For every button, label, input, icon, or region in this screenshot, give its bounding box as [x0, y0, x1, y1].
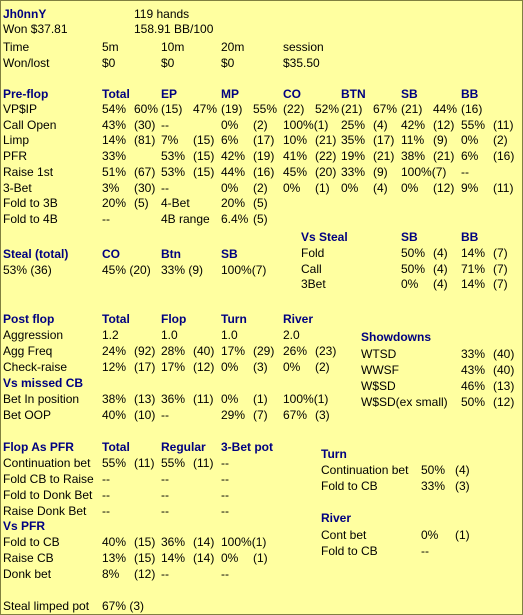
- vs-steal-cell: (7): [493, 246, 508, 260]
- vs-steal-row-label: Fold: [301, 246, 325, 260]
- bb-per-100: 158.91 BB/100: [134, 22, 214, 36]
- turn-heading: Turn: [321, 447, 347, 461]
- vs-pfr-cell: (15): [134, 551, 156, 565]
- postflop-cell: 28%: [161, 344, 186, 358]
- postflop-row-label: Aggression: [3, 328, 64, 342]
- showdown-value: 33%: [461, 347, 486, 361]
- steal-limped-value: 67% (3): [102, 599, 145, 613]
- vs-missed-cell: 36%: [161, 392, 186, 406]
- preflop-cell: 0%: [461, 133, 479, 148]
- preflop-cell: 0%: [221, 117, 239, 132]
- showdown-row-label: WTSD: [361, 347, 397, 361]
- preflop-col-ep: EP: [161, 87, 178, 101]
- flop-pfr-cell: --: [221, 488, 229, 502]
- vs-pfr-row-label: Fold to CB: [3, 535, 60, 549]
- hands-count: 119 hands: [134, 7, 190, 21]
- preflop-cell: 4-Bet: [161, 196, 190, 211]
- preflop-cell: (16): [493, 149, 515, 164]
- flop-pfr-cell: --: [161, 504, 169, 518]
- showdown-value: 43%: [461, 363, 486, 377]
- preflop-cell: (5): [134, 196, 149, 211]
- postflop-cell: (29): [253, 344, 275, 358]
- preflop-row-label: Raise 1st: [3, 164, 54, 179]
- postflop-cell: 26%: [283, 344, 308, 358]
- steal-btn-value: 33% (9): [161, 263, 204, 277]
- preflop-cell: (81): [134, 133, 156, 148]
- flop-pfr-row-label: Fold CB to Raise: [3, 472, 94, 486]
- preflop-col-bb: BB: [461, 87, 479, 101]
- flop-pfr-cell: --: [221, 456, 229, 470]
- river-heading: River: [321, 511, 352, 525]
- vs-steal-row-label: Call: [301, 261, 322, 276]
- postflop-cell: (92): [134, 344, 156, 358]
- player-name: Jh0nnY: [3, 7, 47, 21]
- preflop-cell: 53%: [161, 164, 186, 179]
- steal-co-value: 45% (20): [102, 263, 151, 277]
- preflop-cell: (11): [493, 180, 514, 195]
- preflop-row-label: Limp: [3, 133, 30, 148]
- flop-pfr-cell: --: [221, 504, 229, 518]
- vs-missed-cell: --: [161, 408, 169, 422]
- flop-pfr-cell: (11): [193, 456, 214, 470]
- preflop-cell: (9): [433, 133, 448, 148]
- wonlost-20m: $0: [221, 56, 235, 70]
- turn-row-label: Fold to CB: [321, 479, 378, 493]
- time-col-5m: 5m: [102, 40, 119, 54]
- preflop-cell: (20): [315, 164, 337, 179]
- preflop-cell: 19%: [341, 149, 366, 164]
- preflop-cell: 3%: [102, 180, 120, 195]
- preflop-cell: 42%: [401, 117, 426, 132]
- postflop-cell: (2): [315, 360, 330, 374]
- preflop-cell: 33%: [102, 149, 127, 164]
- flop-pfr-cell: --: [221, 472, 229, 486]
- showdown-value: 50%: [461, 395, 486, 409]
- flop-pfr-cell: (11): [134, 456, 155, 470]
- preflop-cell: 55%: [253, 102, 278, 116]
- preflop-cell: 35%: [341, 133, 366, 148]
- turn-row-label: Continuation bet: [321, 463, 409, 477]
- showdown-value: 46%: [461, 379, 486, 393]
- preflop-cell: 44%: [433, 102, 458, 116]
- preflop-cell: --: [161, 117, 169, 132]
- preflop-cell: (30): [134, 117, 156, 132]
- preflop-row-label: VP$IP: [3, 102, 38, 116]
- preflop-cell: (21): [315, 133, 337, 148]
- postflop-cell: (23): [315, 344, 337, 358]
- preflop-cell: (12): [433, 180, 455, 195]
- vs-pfr-cell: 13%: [102, 551, 127, 565]
- vs-pfr-cell: 8%: [102, 567, 120, 581]
- turn-count: (4): [455, 463, 470, 477]
- vs-missed-cell: (3): [315, 408, 330, 422]
- preflop-cell: (2): [253, 117, 268, 132]
- preflop-row-label: Fold to 4B: [3, 211, 58, 226]
- preflop-cell: (15): [193, 149, 215, 164]
- preflop-cell: 20%: [102, 196, 127, 211]
- preflop-cell: 6%: [221, 133, 239, 148]
- preflop-col-total: Total: [102, 87, 130, 101]
- preflop-cell: 14%: [102, 133, 127, 148]
- preflop-cell: 6.4%: [221, 211, 249, 226]
- postflop-cell: 17%: [221, 344, 246, 358]
- wonlost-10m: $0: [161, 56, 175, 70]
- preflop-cell: (5): [253, 196, 268, 211]
- river-row-label: Cont bet: [321, 528, 367, 542]
- flop-pfr-col-regular: Regular: [161, 440, 206, 454]
- vs-missed-cell: 67%: [283, 408, 308, 422]
- vs-steal-cell: (4): [433, 246, 448, 260]
- preflop-cell: 10%: [283, 133, 308, 148]
- postflop-cell: (12): [193, 360, 215, 374]
- vs-pfr-cell: --: [221, 567, 229, 581]
- vs-missed-cell: 29%: [221, 408, 246, 422]
- vs-steal-cell: 71%: [461, 261, 486, 276]
- preflop-col-mp: MP: [221, 87, 239, 101]
- steal-limped-label: Steal limped pot: [3, 599, 90, 613]
- showdown-count: (13): [493, 379, 515, 393]
- preflop-cell: 54%: [102, 102, 127, 116]
- preflop-col-co: CO: [283, 87, 301, 101]
- river-row-label: Fold to CB: [321, 544, 378, 558]
- vs-pfr-cell: 0%: [221, 551, 239, 565]
- preflop-cell: (21): [433, 149, 455, 164]
- preflop-cell: (22): [283, 102, 305, 116]
- preflop-cell: 47%: [193, 102, 218, 116]
- vs-pfr-heading: Vs PFR: [3, 519, 46, 533]
- preflop-cell: 25%: [341, 117, 366, 132]
- preflop-cell: 0%: [221, 180, 239, 195]
- preflop-cell: 100%(7): [401, 164, 447, 179]
- flop-pfr-cell: --: [161, 472, 169, 486]
- vs-steal-cell: (4): [433, 277, 448, 291]
- preflop-cell: (19): [253, 149, 275, 164]
- wonlost-5m: $0: [102, 56, 116, 70]
- flop-pfr-cell: 55%: [102, 456, 127, 470]
- wonlost-session: $35.50: [283, 56, 320, 70]
- showdown-count: (40): [493, 347, 515, 361]
- vs-steal-cell: (7): [493, 261, 508, 276]
- time-col-10m: 10m: [161, 40, 185, 54]
- vs-pfr-cell: 36%: [161, 535, 186, 549]
- vs-missed-cell: (1): [253, 392, 268, 406]
- vs-pfr-cell: (12): [134, 567, 156, 581]
- preflop-cell: 43%: [102, 117, 127, 132]
- steal-col-co: CO: [102, 247, 120, 261]
- vs-steal-cell: 0%: [401, 277, 419, 291]
- postflop-cell: 1.0: [221, 328, 238, 342]
- showdown-count: (40): [493, 363, 515, 377]
- preflop-heading: Pre-flop: [3, 87, 49, 101]
- vs-steal-cell: 14%: [461, 246, 486, 260]
- flop-pfr-cell: 55%: [161, 456, 186, 470]
- turn-value: 50%: [421, 463, 446, 477]
- preflop-cell: 6%: [461, 149, 479, 164]
- preflop-cell: 7%: [161, 133, 179, 148]
- preflop-cell: 38%: [401, 149, 426, 164]
- wonlost-label: Won/lost: [3, 56, 50, 70]
- preflop-cell: 51%: [102, 164, 127, 179]
- vs-pfr-cell: --: [161, 567, 169, 581]
- preflop-cell: (4): [373, 117, 388, 132]
- postflop-cell: 17%: [161, 360, 186, 374]
- flop-pfr-row-label: Raise Donk Bet: [3, 504, 87, 518]
- postflop-cell: 0%: [283, 360, 301, 374]
- preflop-row-label: 3-Bet: [3, 180, 32, 195]
- steal-total-heading: Steal (total): [3, 247, 69, 261]
- river-count: (1): [455, 528, 470, 542]
- postflop-row-label: Check-raise: [3, 360, 68, 374]
- time-label: Time: [3, 40, 30, 54]
- river-value: --: [421, 544, 429, 558]
- vs-steal-cell: (4): [433, 261, 448, 276]
- preflop-cell: 44%: [221, 164, 246, 179]
- vs-pfr-cell: (15): [134, 535, 156, 549]
- flop-pfr-col-3bet: 3-Bet pot: [221, 440, 273, 454]
- preflop-row-label: PFR: [3, 149, 27, 164]
- vs-steal-cell: (7): [493, 277, 508, 291]
- steal-col-sb: SB: [221, 247, 238, 261]
- preflop-row-label: Fold to 3B: [3, 196, 58, 211]
- preflop-cell: (21): [341, 102, 363, 116]
- preflop-cell: (17): [253, 133, 275, 148]
- showdown-row-label: WWSF: [361, 363, 399, 377]
- vs-missed-row-label: Bet OOP: [3, 408, 52, 422]
- vs-steal-row-label: 3Bet: [301, 277, 326, 291]
- postflop-row-label: Agg Freq: [3, 344, 53, 358]
- flop-pfr-heading: Flop As PFR: [3, 440, 74, 454]
- vs-pfr-cell: (14): [193, 535, 215, 549]
- preflop-cell: 4B range: [161, 211, 210, 226]
- postflop-cell: 1.0: [161, 328, 178, 342]
- turn-count: (3): [455, 479, 470, 493]
- time-col-session: session: [283, 40, 324, 54]
- postflop-cell: 1.2: [102, 328, 119, 342]
- preflop-cell: 41%: [283, 149, 308, 164]
- preflop-col-sb: SB: [401, 87, 418, 101]
- preflop-cell: 0%: [341, 180, 359, 195]
- preflop-cell: 11%: [401, 133, 425, 148]
- vs-steal-heading: Vs Steal: [301, 230, 348, 244]
- time-col-20m: 20m: [221, 40, 245, 54]
- showdown-row-label: W$SD: [361, 379, 396, 393]
- preflop-col-btn: BTN: [341, 87, 366, 101]
- preflop-cell: (9): [373, 164, 388, 179]
- preflop-cell: (19): [221, 102, 243, 116]
- vs-pfr-cell: 100%(1): [221, 535, 267, 549]
- preflop-cell: 0%: [401, 180, 419, 195]
- flop-pfr-cell: --: [102, 504, 110, 518]
- won-amount: Won $37.81: [3, 22, 68, 36]
- preflop-cell: (30): [134, 180, 156, 195]
- preflop-cell: 9%: [461, 180, 479, 195]
- postflop-cell: 12%: [102, 360, 127, 374]
- postflop-cell: 2.0: [283, 328, 300, 342]
- flop-pfr-cell: --: [161, 488, 169, 502]
- vs-steal-col-bb: BB: [461, 230, 479, 244]
- showdown-count: (12): [493, 395, 515, 409]
- vs-steal-cell: 50%: [401, 246, 426, 260]
- preflop-cell: 52%: [315, 102, 340, 116]
- postflop-cell: 24%: [102, 344, 127, 358]
- postflop-col-river: River: [283, 312, 314, 326]
- vs-missed-cell: 40%: [102, 408, 127, 422]
- preflop-cell: 0%: [283, 180, 301, 195]
- preflop-cell: (12): [433, 117, 455, 132]
- postflop-cell: (3): [253, 360, 268, 374]
- preflop-cell: (15): [193, 133, 215, 148]
- preflop-cell: (15): [161, 102, 183, 116]
- preflop-cell: --: [102, 211, 110, 226]
- vs-steal-cell: 14%: [461, 277, 486, 291]
- vs-pfr-cell: (14): [193, 551, 215, 565]
- postflop-cell: (17): [134, 360, 156, 374]
- flop-pfr-col-total: Total: [102, 440, 130, 454]
- vs-missed-cell: 0%: [221, 392, 239, 406]
- vs-steal-cell: 50%: [401, 261, 426, 276]
- preflop-cell: 67%: [373, 102, 398, 116]
- preflop-cell: (11): [493, 117, 514, 132]
- vs-pfr-row-label: Raise CB: [3, 551, 54, 565]
- vs-missed-cell: 100%(1): [283, 392, 329, 406]
- postflop-cell: (40): [193, 344, 215, 358]
- flop-pfr-row-label: Continuation bet: [3, 456, 91, 470]
- preflop-cell: 20%: [221, 196, 246, 211]
- vs-missed-cb-heading: Vs missed CB: [3, 376, 84, 390]
- preflop-cell: (2): [253, 180, 268, 195]
- preflop-cell: 42%: [221, 149, 246, 164]
- vs-pfr-cell: 40%: [102, 535, 127, 549]
- vs-missed-cell: (11): [193, 392, 214, 406]
- preflop-cell: (16): [461, 102, 483, 116]
- preflop-cell: (16): [253, 164, 275, 179]
- postflop-heading: Post flop: [3, 312, 55, 326]
- vs-missed-row-label: Bet In position: [3, 392, 80, 406]
- postflop-col-flop: Flop: [161, 312, 187, 326]
- preflop-cell: (5): [253, 211, 268, 226]
- preflop-cell: 45%: [283, 164, 308, 179]
- preflop-cell: (17): [373, 133, 395, 148]
- vs-missed-cell: 38%: [102, 392, 127, 406]
- preflop-cell: 100%(1): [283, 117, 329, 132]
- preflop-cell: 60%: [134, 102, 159, 116]
- showdown-row-label: W$SD(ex small): [361, 395, 448, 409]
- vs-missed-cell: (10): [134, 408, 156, 422]
- vs-steal-col-sb: SB: [401, 230, 418, 244]
- preflop-cell: --: [161, 180, 169, 195]
- vs-pfr-cell: 14%: [161, 551, 186, 565]
- flop-pfr-row-label: Fold to Donk Bet: [3, 488, 93, 502]
- postflop-cell: 0%: [221, 360, 239, 374]
- steal-total-value: 53% (36): [3, 263, 52, 277]
- turn-value: 33%: [421, 479, 446, 493]
- vs-pfr-cell: (1): [253, 551, 268, 565]
- postflop-col-total: Total: [102, 312, 130, 326]
- vs-missed-cell: (13): [134, 392, 156, 406]
- steal-col-btn: Btn: [161, 247, 181, 261]
- preflop-cell: (22): [315, 149, 337, 164]
- vs-missed-cell: (7): [253, 408, 268, 422]
- preflop-cell: (67): [134, 164, 156, 179]
- preflop-cell: --: [461, 164, 469, 179]
- flop-pfr-cell: --: [102, 488, 110, 502]
- showdowns-heading: Showdowns: [361, 330, 431, 344]
- river-value: 0%: [421, 528, 439, 542]
- preflop-cell: (1): [315, 180, 330, 195]
- preflop-cell: 33%: [341, 164, 366, 179]
- preflop-cell: 55%: [461, 117, 486, 132]
- preflop-cell: (2): [493, 133, 508, 148]
- preflop-cell: 53%: [161, 149, 186, 164]
- preflop-cell: (21): [401, 102, 423, 116]
- preflop-cell: (21): [373, 149, 395, 164]
- preflop-row-label: Call Open: [3, 117, 57, 132]
- preflop-cell: (15): [193, 164, 215, 179]
- vs-pfr-row-label: Donk bet: [3, 567, 52, 581]
- flop-pfr-cell: --: [102, 472, 110, 486]
- steal-sb-value: 100%(7): [221, 263, 267, 277]
- postflop-col-turn: Turn: [221, 312, 247, 326]
- preflop-cell: (4): [373, 180, 388, 195]
